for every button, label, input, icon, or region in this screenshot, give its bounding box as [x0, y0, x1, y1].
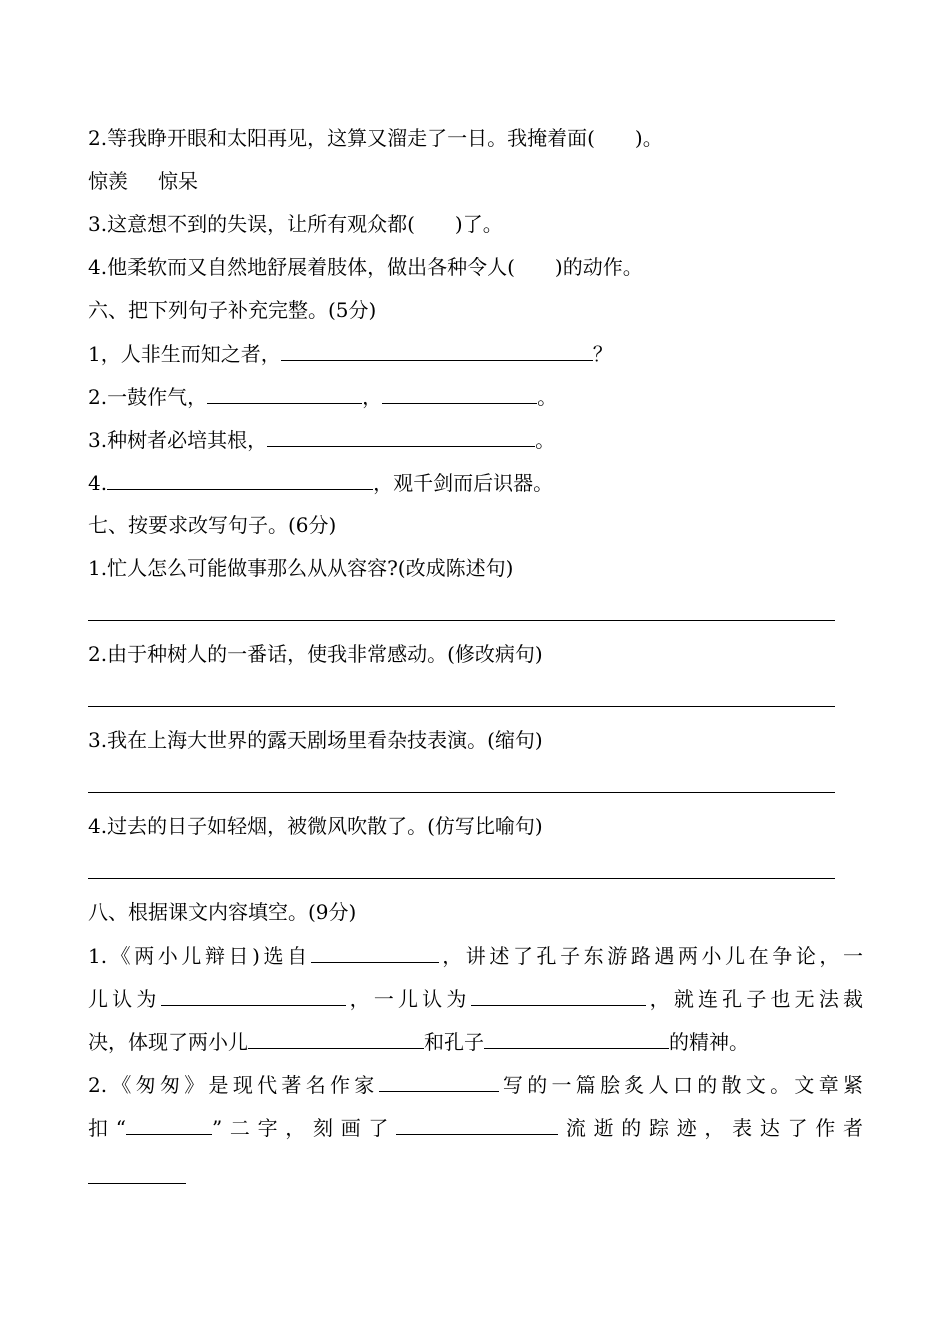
question-7-4: 4.过去的日子如轻烟，被微风吹散了。(仿写比喻句)	[88, 814, 543, 838]
question-8-1-line-1	[88, 942, 863, 969]
text: 决，体现了两小儿	[88, 1030, 248, 1054]
text: ，一儿认为	[345, 987, 471, 1011]
text: )。	[634, 126, 663, 150]
question-6-3	[88, 426, 555, 453]
question-5-2	[88, 125, 663, 151]
text: 2.一鼓作气，	[88, 385, 208, 409]
question-7-2: 2.由于种树人的一番话，使我非常感动。(修改病句)	[88, 642, 543, 666]
answer-blank[interactable]	[248, 1028, 424, 1049]
option: 惊呆	[158, 169, 198, 193]
text: ？	[592, 342, 613, 366]
text: 1.《两小儿辩日)选自	[88, 944, 311, 968]
question-5-3	[88, 211, 503, 237]
answer-line[interactable]	[88, 1183, 186, 1184]
text: ”二字，刻画了	[211, 1116, 397, 1140]
answer-blank[interactable]	[484, 1028, 669, 1049]
question-7-3: 3.我在上海大世界的露天剧场里看杂技表演。(缩句)	[88, 728, 543, 752]
text: 。	[535, 428, 556, 452]
question-7-1: 1.忙人怎么可能做事那么从从容容?(改成陈述句)	[88, 556, 514, 580]
answer-blank[interactable]	[396, 1114, 558, 1135]
text: 写的一篇脍炙人口的散文。文章紧	[498, 1073, 864, 1097]
answer-blank[interactable]	[382, 383, 537, 404]
section-7-title: 七、按要求改写句子。(6分)	[88, 513, 337, 537]
question-5-4	[88, 254, 643, 280]
answer-blank[interactable]	[379, 1071, 499, 1092]
question-6-4	[88, 469, 553, 496]
question-6-2	[88, 383, 557, 410]
question-8-2-line-2	[88, 1114, 863, 1141]
section-6-title: 六、把下列句子补充完整。(5分)	[88, 298, 377, 322]
answer-line[interactable]	[88, 878, 835, 879]
answer-blank[interactable]	[126, 1114, 212, 1135]
text: 儿认为	[88, 987, 161, 1011]
text: 4.他柔软而又自然地舒展着肢体，做出各种令人(	[88, 255, 515, 279]
question-8-2-line-1	[88, 1071, 863, 1098]
question-8-1-line-2	[88, 985, 863, 1012]
text: ，	[362, 385, 383, 409]
answer-blank[interactable]	[107, 469, 373, 490]
text: 。	[537, 385, 558, 409]
text: 2.《匆匆》是现代著名作家	[88, 1073, 379, 1097]
text: 和孔子	[424, 1030, 484, 1054]
text: 1，人非生而知之者，	[88, 342, 281, 366]
answer-line[interactable]	[88, 706, 835, 707]
question-6-1	[88, 340, 613, 367]
section-8-title: 八、根据课文内容填空。(9分)	[88, 900, 357, 924]
answer-blank[interactable]	[267, 426, 535, 447]
answer-blank[interactable]	[471, 985, 646, 1006]
text: ，观千剑而后识器。	[373, 471, 554, 495]
text: 3.这意想不到的失误，让所有观众都(	[88, 212, 415, 236]
answer-line[interactable]	[88, 792, 835, 793]
text: 3.种树者必培其根，	[88, 428, 268, 452]
text: ，讲述了孔子东游路遇两小儿在争论，一	[438, 944, 863, 968]
text: ，就连孔子也无法裁	[645, 987, 863, 1011]
text: 2.等我睁开眼和太阳再见，这算又溜走了一日。我掩着面(	[88, 126, 595, 150]
text: )的动作。	[554, 255, 643, 279]
text: 4.	[88, 471, 108, 495]
text: )了。	[454, 212, 503, 236]
word-options	[88, 168, 198, 194]
option: 惊羡	[88, 169, 128, 193]
text: 的精神。	[669, 1030, 749, 1054]
answer-blank[interactable]	[281, 340, 593, 361]
text: 扣“	[88, 1116, 126, 1140]
answer-blank[interactable]	[207, 383, 362, 404]
answer-blank[interactable]	[161, 985, 346, 1006]
question-8-1-line-3	[88, 1028, 749, 1055]
answer-line[interactable]	[88, 620, 835, 621]
text: 流逝的踪迹，表达了作者	[558, 1116, 863, 1140]
answer-blank[interactable]	[311, 942, 439, 963]
